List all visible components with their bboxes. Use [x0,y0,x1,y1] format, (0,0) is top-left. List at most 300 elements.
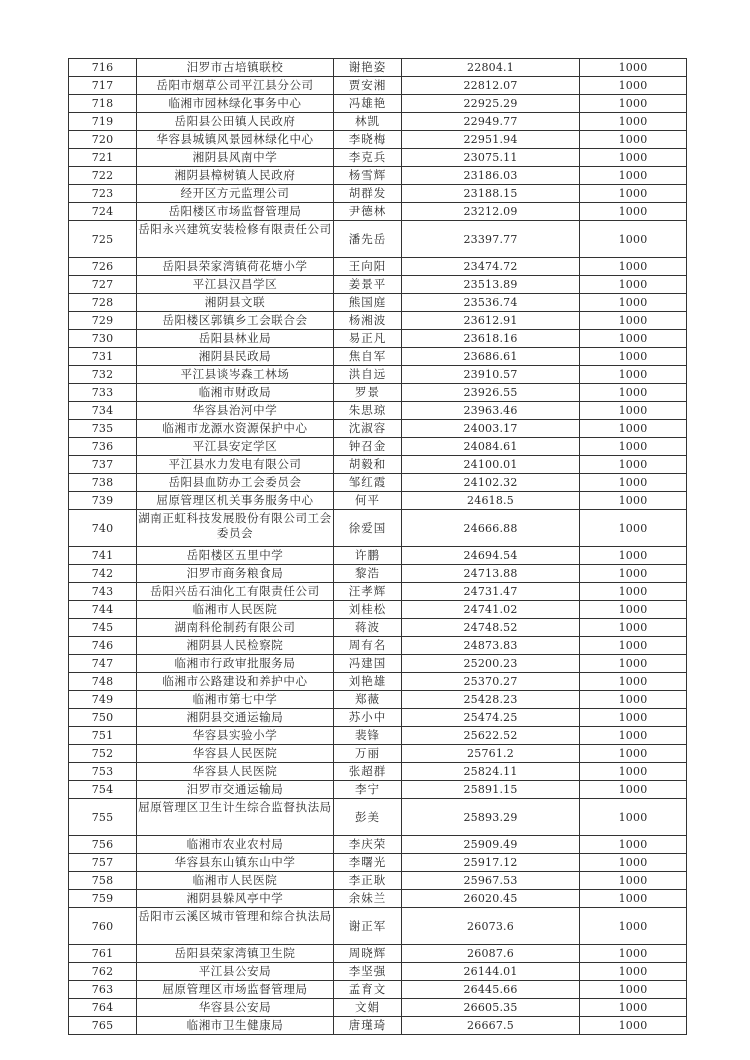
row-organization: 岳阳县荣家湾镇荷花塘小学 [137,258,334,276]
table-row [69,492,687,510]
row-amount: 23188.15 [402,185,580,203]
row-subsidy: 1000 [580,221,687,258]
row-name: 张超群 [334,763,402,781]
row-amount: 23536.74 [402,294,580,312]
row-name: 唐瑾琦 [334,1017,402,1035]
row-organization: 临湘市公路建设和养护中心 [137,673,334,691]
row-organization: 岳阳县林业局 [137,330,334,348]
table-row [69,745,687,763]
row-subsidy: 1000 [580,963,687,981]
table-row [69,402,687,420]
row-amount: 25622.52 [402,727,580,745]
row-name: 孟育文 [334,981,402,999]
row-name: 何平 [334,492,402,510]
row-subsidy: 1000 [580,438,687,456]
table-row [69,95,687,113]
row-amount: 24694.54 [402,547,580,565]
row-name: 苏小中 [334,709,402,727]
row-amount: 24873.83 [402,637,580,655]
row-amount: 25428.23 [402,691,580,709]
table-row [69,312,687,330]
row-subsidy: 1000 [580,565,687,583]
row-amount: 26667.5 [402,1017,580,1035]
row-number: 733 [69,384,137,402]
row-name: 杨湘波 [334,312,402,330]
row-number: 725 [69,221,137,258]
row-subsidy: 1000 [580,167,687,185]
row-number: 756 [69,836,137,854]
row-amount: 23212.09 [402,203,580,221]
row-name: 李曙光 [334,854,402,872]
row-organization: 平江县谈岑森工林场 [137,366,334,384]
table-row [69,366,687,384]
table-row [69,763,687,781]
row-organization: 临湘市财政局 [137,384,334,402]
table-row [69,77,687,95]
row-subsidy: 1000 [580,420,687,438]
row-name: 万丽 [334,745,402,763]
row-organization: 临湘市人民医院 [137,601,334,619]
row-amount: 23926.55 [402,384,580,402]
row-amount: 23474.72 [402,258,580,276]
row-subsidy: 1000 [580,836,687,854]
row-organization: 经开区方元监理公司 [137,185,334,203]
row-amount: 25909.49 [402,836,580,854]
table-row [69,438,687,456]
row-number: 738 [69,474,137,492]
row-number: 754 [69,781,137,799]
row-number: 759 [69,890,137,908]
row-name: 罗景 [334,384,402,402]
row-organization: 平江县安定学区 [137,438,334,456]
row-number: 728 [69,294,137,312]
table-row [69,149,687,167]
row-number: 736 [69,438,137,456]
row-name: 杨雪辉 [334,167,402,185]
row-subsidy: 1000 [580,745,687,763]
row-subsidy: 1000 [580,945,687,963]
row-organization: 平江县汉昌学区 [137,276,334,294]
row-number: 742 [69,565,137,583]
table-row [69,1017,687,1035]
row-subsidy: 1000 [580,77,687,95]
row-name: 徐爱国 [334,510,402,547]
row-subsidy: 1000 [580,294,687,312]
table-row [69,637,687,655]
row-number: 721 [69,149,137,167]
table-row [69,619,687,637]
row-amount: 25474.25 [402,709,580,727]
row-number: 722 [69,167,137,185]
table-row [69,420,687,438]
row-number: 740 [69,510,137,547]
row-subsidy: 1000 [580,601,687,619]
row-number: 729 [69,312,137,330]
row-name: 郑薇 [334,691,402,709]
row-number: 743 [69,583,137,601]
table-row [69,348,687,366]
row-organization: 岳阳兴岳石油化工有限责任公司 [137,583,334,601]
table-row [69,836,687,854]
row-name: 王向阳 [334,258,402,276]
row-subsidy: 1000 [580,59,687,77]
row-name: 刘桂松 [334,601,402,619]
row-amount: 23397.77 [402,221,580,258]
row-subsidy: 1000 [580,402,687,420]
table-row [69,799,687,836]
row-number: 764 [69,999,137,1017]
row-organization: 汨罗市交通运输局 [137,781,334,799]
table-row [69,908,687,945]
row-number: 747 [69,655,137,673]
row-amount: 22949.77 [402,113,580,131]
row-subsidy: 1000 [580,348,687,366]
row-amount: 25917.12 [402,854,580,872]
row-number: 732 [69,366,137,384]
table-row [69,276,687,294]
row-name: 黎浩 [334,565,402,583]
row-subsidy: 1000 [580,709,687,727]
row-organization: 岳阳楼区五里中学 [137,547,334,565]
row-number: 727 [69,276,137,294]
row-number: 730 [69,330,137,348]
row-number: 724 [69,203,137,221]
row-subsidy: 1000 [580,799,687,836]
table-row [69,999,687,1017]
row-number: 731 [69,348,137,366]
row-subsidy: 1000 [580,258,687,276]
row-name: 潘先岳 [334,221,402,258]
table-row [69,203,687,221]
row-name: 裴锋 [334,727,402,745]
row-name: 胡毅和 [334,456,402,474]
row-name: 周有名 [334,637,402,655]
row-subsidy: 1000 [580,276,687,294]
table-row [69,384,687,402]
row-organization: 岳阳县血防办工会委员会 [137,474,334,492]
table-row [69,601,687,619]
row-organization: 华容县公安局 [137,999,334,1017]
row-subsidy: 1000 [580,781,687,799]
table-row [69,854,687,872]
row-name: 李正耿 [334,872,402,890]
row-organization: 屈原管理区市场监督管理局 [137,981,334,999]
row-name: 冯雄艳 [334,95,402,113]
document-page [68,58,686,1035]
row-number: 757 [69,854,137,872]
row-organization: 临湘市人民医院 [137,872,334,890]
row-number: 752 [69,745,137,763]
row-amount: 25893.29 [402,799,580,836]
row-subsidy: 1000 [580,908,687,945]
row-number: 723 [69,185,137,203]
row-organization: 岳阳楼区郭镇乡工会联合会 [137,312,334,330]
row-number: 726 [69,258,137,276]
row-number: 758 [69,872,137,890]
row-amount: 24741.02 [402,601,580,619]
row-subsidy: 1000 [580,691,687,709]
row-amount: 24084.61 [402,438,580,456]
table-row [69,655,687,673]
row-subsidy: 1000 [580,673,687,691]
row-organization: 岳阳县公田镇人民政府 [137,113,334,131]
row-amount: 23075.11 [402,149,580,167]
row-name: 彭美 [334,799,402,836]
row-organization [137,799,334,836]
row-subsidy: 1000 [580,330,687,348]
row-number: 761 [69,945,137,963]
row-number: 719 [69,113,137,131]
row-organization-text: 岳阳永兴建筑安装检修有限责任公司 [138,222,332,236]
row-subsidy: 1000 [580,492,687,510]
row-number: 748 [69,673,137,691]
row-amount: 24003.17 [402,420,580,438]
row-amount: 26144.01 [402,963,580,981]
row-amount: 25824.11 [402,763,580,781]
table-row [69,890,687,908]
row-amount: 25967.53 [402,872,580,890]
row-number: 746 [69,637,137,655]
row-amount: 26073.6 [402,908,580,945]
row-amount: 23186.03 [402,167,580,185]
row-subsidy: 1000 [580,131,687,149]
row-number: 762 [69,963,137,981]
row-amount: 22812.07 [402,77,580,95]
row-number: 720 [69,131,137,149]
row-amount: 25200.23 [402,655,580,673]
row-name: 许鹏 [334,547,402,565]
roster-table-body [69,59,687,1035]
row-name: 沈淑容 [334,420,402,438]
row-name: 胡群发 [334,185,402,203]
row-organization: 湘阴县躲风亭中学 [137,890,334,908]
row-name: 周晓辉 [334,945,402,963]
row-organization: 华容县人民医院 [137,745,334,763]
row-organization: 湘阴县文联 [137,294,334,312]
row-subsidy: 1000 [580,872,687,890]
row-subsidy: 1000 [580,456,687,474]
row-amount: 23612.91 [402,312,580,330]
row-organization: 华容县实验小学 [137,727,334,745]
row-subsidy: 1000 [580,890,687,908]
row-organization [137,510,334,547]
row-number: 739 [69,492,137,510]
row-name: 冯建国 [334,655,402,673]
row-name: 姜景平 [334,276,402,294]
row-organization: 汨罗市古培镇联校 [137,59,334,77]
row-number: 765 [69,1017,137,1035]
row-subsidy: 1000 [580,95,687,113]
row-organization: 湘阴县风南中学 [137,149,334,167]
row-organization: 岳阳楼区市场监督管理局 [137,203,334,221]
table-row [69,59,687,77]
row-number: 745 [69,619,137,637]
row-subsidy: 1000 [580,366,687,384]
table-row [69,258,687,276]
row-organization: 湘阴县人民检察院 [137,637,334,655]
table-row [69,872,687,890]
row-name: 洪自远 [334,366,402,384]
row-organization: 湘阴县交通运输局 [137,709,334,727]
row-organization: 临湘市龙源水资源保护中心 [137,420,334,438]
row-number: 753 [69,763,137,781]
row-subsidy: 1000 [580,510,687,547]
row-amount: 25370.27 [402,673,580,691]
row-name: 余妹兰 [334,890,402,908]
row-organization: 岳阳市烟草公司平江县分公司 [137,77,334,95]
row-amount: 24666.88 [402,510,580,547]
row-name: 林凯 [334,113,402,131]
row-subsidy: 1000 [580,384,687,402]
row-amount: 24748.52 [402,619,580,637]
table-row [69,456,687,474]
row-number: 755 [69,799,137,836]
row-amount: 25891.15 [402,781,580,799]
row-name: 蒋波 [334,619,402,637]
table-row [69,691,687,709]
row-name: 熊国庭 [334,294,402,312]
row-amount: 23513.89 [402,276,580,294]
row-organization: 平江县公安局 [137,963,334,981]
table-row [69,294,687,312]
table-row [69,673,687,691]
row-name: 钟召金 [334,438,402,456]
row-organization: 华容县人民医院 [137,763,334,781]
row-organization: 临湘市行政审批服务局 [137,655,334,673]
row-subsidy: 1000 [580,854,687,872]
row-name: 易正凡 [334,330,402,348]
row-name: 邹红霞 [334,474,402,492]
row-subsidy: 1000 [580,1017,687,1035]
row-name: 贾安湘 [334,77,402,95]
row-organization-text: 湖南正虹科技发展股份有限公司工会委员会 [138,511,332,540]
row-organization [137,908,334,945]
row-name: 李宁 [334,781,402,799]
row-organization: 临湘市园林绿化事务中心 [137,95,334,113]
row-subsidy: 1000 [580,113,687,131]
table-row [69,113,687,131]
row-number: 750 [69,709,137,727]
roster-table [68,58,687,1035]
row-organization: 湘阴县民政局 [137,348,334,366]
row-name: 李克兵 [334,149,402,167]
row-number: 717 [69,77,137,95]
row-subsidy: 1000 [580,637,687,655]
table-row [69,727,687,745]
table-row [69,547,687,565]
row-number: 735 [69,420,137,438]
row-organization-text: 屈原管理区卫生计生综合监督执法局 [138,800,332,814]
row-number: 744 [69,601,137,619]
row-organization: 临湘市农业农村局 [137,836,334,854]
row-amount: 24618.5 [402,492,580,510]
row-subsidy: 1000 [580,474,687,492]
row-amount: 25761.2 [402,745,580,763]
row-number: 718 [69,95,137,113]
row-organization: 湘阴县樟树镇人民政府 [137,167,334,185]
row-number: 741 [69,547,137,565]
row-subsidy: 1000 [580,185,687,203]
row-subsidy: 1000 [580,999,687,1017]
table-row [69,981,687,999]
row-organization: 岳阳县荣家湾镇卫生院 [137,945,334,963]
row-subsidy: 1000 [580,619,687,637]
row-subsidy: 1000 [580,655,687,673]
row-name: 焦自军 [334,348,402,366]
row-subsidy: 1000 [580,312,687,330]
table-row [69,709,687,727]
table-row [69,167,687,185]
row-name: 汪孝辉 [334,583,402,601]
row-organization: 湖南科伦制药有限公司 [137,619,334,637]
row-subsidy: 1000 [580,149,687,167]
table-row [69,185,687,203]
row-amount: 24731.47 [402,583,580,601]
table-row [69,781,687,799]
row-name: 朱思琼 [334,402,402,420]
row-organization: 临湘市第七中学 [137,691,334,709]
row-amount: 23910.57 [402,366,580,384]
row-organization: 华容县治河中学 [137,402,334,420]
row-organization [137,221,334,258]
row-number: 760 [69,908,137,945]
row-name: 李坚强 [334,963,402,981]
row-number: 737 [69,456,137,474]
row-number: 716 [69,59,137,77]
row-organization-text: 岳阳市云溪区城市管理和综合执法局 [138,909,332,923]
table-row [69,945,687,963]
row-name: 李庆荣 [334,836,402,854]
row-name: 谢正军 [334,908,402,945]
table-row [69,131,687,149]
row-name: 尹德林 [334,203,402,221]
row-subsidy: 1000 [580,727,687,745]
row-amount: 26605.35 [402,999,580,1017]
row-amount: 24100.01 [402,456,580,474]
row-organization: 屈原管理区机关事务服务中心 [137,492,334,510]
row-subsidy: 1000 [580,763,687,781]
table-row [69,510,687,547]
row-number: 751 [69,727,137,745]
row-organization: 临湘市卫生健康局 [137,1017,334,1035]
row-amount: 23686.61 [402,348,580,366]
row-name: 谢艳姿 [334,59,402,77]
row-amount: 26445.66 [402,981,580,999]
table-row [69,330,687,348]
row-organization: 汨罗市商务粮食局 [137,565,334,583]
row-name: 李晓梅 [334,131,402,149]
row-amount: 22804.1 [402,59,580,77]
row-organization: 平江县水力发电有限公司 [137,456,334,474]
row-name: 刘艳雄 [334,673,402,691]
row-amount: 23618.16 [402,330,580,348]
row-subsidy: 1000 [580,547,687,565]
row-organization: 华容县东山镇东山中学 [137,854,334,872]
row-amount: 22925.29 [402,95,580,113]
row-name: 文娟 [334,999,402,1017]
row-subsidy: 1000 [580,583,687,601]
table-row [69,583,687,601]
row-amount: 26020.45 [402,890,580,908]
row-subsidy: 1000 [580,981,687,999]
table-row [69,565,687,583]
row-number: 763 [69,981,137,999]
row-amount: 22951.94 [402,131,580,149]
row-number: 749 [69,691,137,709]
row-amount: 24713.88 [402,565,580,583]
table-row [69,963,687,981]
table-row [69,221,687,258]
